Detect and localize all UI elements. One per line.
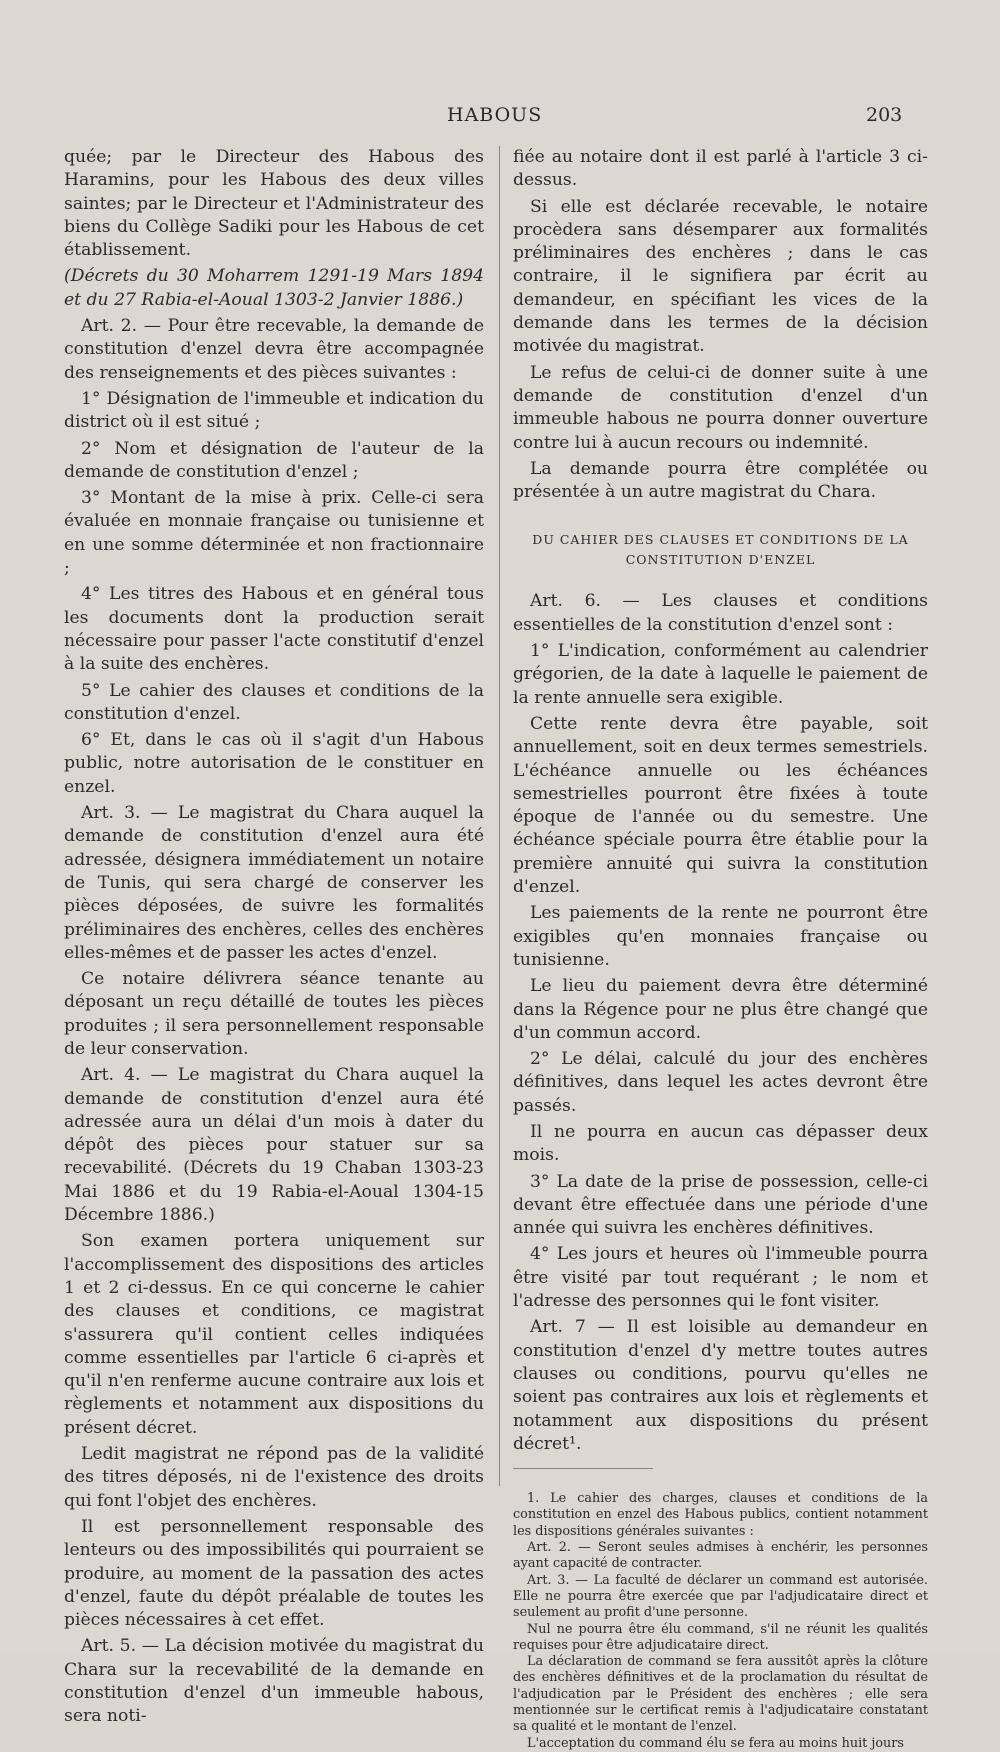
right-column-articles (513, 590, 928, 1456)
paragraph: 4° Les jours et heures où l'immeuble pourra être visité par tout requérant ; le nom et l'adresse des personnes qui le font visiter. (513, 1244, 928, 1312)
paragraph: fiée au notaire dont il est parlé à l'article 3 ci-dessus. (513, 147, 928, 191)
left-column (64, 146, 484, 1732)
paragraph: 2° Le délai, calculé du jour des enchères définitives, dans lequel les actes devront être passés. (513, 1049, 928, 1116)
paragraph: Art. 2. — Pour être recevable, la demande de constitution d'enzel devra être accompagnée des renseignements et des pièces suivantes : (64, 316, 484, 383)
footnote-paragraph: Art. 3. — La faculté de déclarer un command est autorisée. Elle ne pourra être exercée que par l'adjudicataire direct et seulement au profit d'une personne. (513, 1572, 928, 1621)
paragraph: Art. 5. — La décision motivée du magistrat du Chara sur la recevabilité de la demande en constitution d'enzel d'un immeuble habous, sera noti- (64, 1636, 484, 1727)
paragraph: Art. 4. — Le magistrat du Chara auquel la demande de constitution d'enzel aura été adressée aura un délai d'un mois à dater du dépôt des pièces pour statuer sur sa recevabilité. (Décrets du 19 Chaban 1303-23 Mai 1886 et du 19 Rabia-el-Aoual 1304-15 Décembre 1886.) (64, 1065, 484, 1226)
column-rule (499, 146, 500, 1486)
footnote-paragraph: La déclaration de command se fera aussitôt après la clôture des enchères définitives et de la proclamation du résultat de l'adjudication par le Président des enchères ; elle sera mentionnée sur le certificat remis à l'adjudicataire constatant sa qualité et le montant de l'enzel. (513, 1654, 928, 1735)
paragraph: quée; par le Directeur des Habous des Haramins, pour les Habous des deux villes saintes; par le Directeur et l'Administrateur des biens du Collège Sadiki pour les Habous de cet établissement. (64, 147, 484, 261)
paragraph: Son examen portera uniquement sur l'accomplissement des dispositions des articles 1 et 2 ci-dessus. En ce qui concerne le cahier des clauses et conditions, ce magistrat s'assurera qu'il contient celles indiquées comme essentielles par l'article 6 ci-après et qu'il n'en renferme aucune contraire aux lois et règlements et notamment aux dispositions du présent décret. (64, 1231, 484, 1438)
paragraph: 3° Montant de la mise à prix. Celle-ci sera évaluée en monnaie française ou tunisienne et en une somme déterminée et non fractionnaire ; (64, 488, 484, 579)
page-number: 203 (866, 104, 903, 126)
paragraph: Les paiements de la rente ne pourront être exigibles qu'en monnaies française ou tunisienne. (513, 903, 928, 970)
paragraph: 1° Désignation de l'immeuble et indication du district où il est situé ; (64, 388, 484, 433)
section-heading: DU CAHIER DES CLAUSES ET CONDITIONS DE LA CONSTITUTION D'ENZEL (532, 532, 909, 568)
footnote-separator (513, 1468, 653, 1469)
paragraph: Art. 6. — Les clauses et conditions essentielles de la constitution d'enzel sont : (513, 591, 928, 635)
footnote-paragraph: Nul ne pourra être élu command, s'il ne réunit les qualités requises pour être adjudicataire direct. (513, 1621, 928, 1653)
paragraph: Art. 3. — Le magistrat du Chara auquel la demande de constitution d'enzel aura été adressée, désignera immédiatement un notaire de Tunis, qui sera chargé de conserver les pièces déposées, de suivre les formalités préliminaires des enchères, celles des enchères elles-mêmes et de passer les actes d'enzel. (64, 803, 484, 963)
footnote-paragraph: 1. Le cahier des charges, clauses et conditions de la constitution en enzel des Habous publics, contient notamment les dispositions générales suivantes : (513, 1491, 928, 1539)
paragraph: Il ne pourra en aucun cas dépasser deux mois. (513, 1121, 928, 1166)
paragraph: Art. 7 — Il est loisible au demandeur en constitution d'enzel d'y mettre toutes autres clauses ou conditions, pourvu qu'elles ne soient pas contraires aux lois et règlements et notamment aux dispositions du présent décret¹. (513, 1317, 928, 1454)
paragraph: Si elle est déclarée recevable, le notaire procèdera sans désemparer aux formalités préliminaires des enchères ; dans le cas contraire, il le signifiera par écrit au demandeur, en spécifiant les vices de la demande dans les termes de la décision motivée du magistrat. (513, 196, 928, 357)
running-title: HABOUS (447, 104, 543, 126)
paragraph: 5° Le cahier des clauses et conditions de la constitution d'enzel. (64, 680, 484, 724)
running-head (0, 104, 1000, 134)
paragraph: 3° La date de la prise de possession, celle-ci devant être effectuée dans une période d'une année qui suivra les enchères définitives. (513, 1171, 928, 1239)
right-column (513, 146, 928, 1752)
paragraph: 2° Nom et désignation de l'auteur de la demande de constitution d'enzel ; (64, 438, 484, 482)
footnotes (513, 1491, 928, 1752)
paragraph: Il est personnellement responsable des lenteurs ou des impossibilités qui pourraient se produire, au moment de la passation des actes d'enzel, faute du dépôt préalable de toutes les pièces nécessaires à cet effet. (64, 1516, 484, 1631)
footnote-paragraph: L'acceptation du command élu se fera au moins huit jours (527, 1735, 904, 1751)
footnote-paragraph: Art. 2. — Seront seules admises à enchérir, les personnes ayant capacité de contracter. (513, 1540, 928, 1572)
paragraph: 6° Et, dans le cas où il s'agit d'un Habous public, notre autorisation de le constituer en enzel. (64, 730, 484, 797)
paragraph: Cette rente devra être payable, soit annuellement, soit en deux termes semestriels. L'échéance annuelle ou les échéances semestrielles pourront être fixées à toute époque de l'année ou du semestre. Une échéance spéciale pourra être établie pour la première annuité qui suivra la constitution d'enzel. (513, 713, 928, 898)
paragraph: Le refus de celui-ci de donner suite à une demande de constitution d'enzel d'un immeuble habous ne pourra donner ouverture contre lui à aucun recours ou indemnité. (513, 362, 928, 453)
paragraph: 4° Les titres des Habous et en général tous les documents dont la production serait nécessaire pour passer l'acte constitutif d'enzel à la suite des enchères. (64, 584, 484, 675)
paragraph: Ledit magistrat ne répond pas de la validité des titres déposés, ni de l'existence des droits qui font l'objet des enchères. (64, 1444, 484, 1511)
right-column-top (513, 146, 928, 504)
paragraph: Le lieu du paiement devra être déterminé dans la Régence pour ne plus être changé que d'un commun accord. (513, 976, 928, 1043)
paragraph: 1° L'indication, conformément au calendrier grégorien, de la date à laquelle le paiement de la rente annuelle sera exigible. (513, 641, 928, 708)
paragraph: Ce notaire délivrera séance tenante au déposant un reçu détaillé de toutes les pièces produites ; il sera personnellement responsable de leur conservation. (64, 969, 484, 1059)
paragraph: (Décrets du 30 Moharrem 1291-19 Mars 1894 et du 27 Rabia-el-Aoual 1303-2 Janvier 1886.) (64, 266, 484, 310)
paragraph: La demande pourra être complétée ou présentée à un autre magistrat du Chara. (513, 458, 928, 503)
